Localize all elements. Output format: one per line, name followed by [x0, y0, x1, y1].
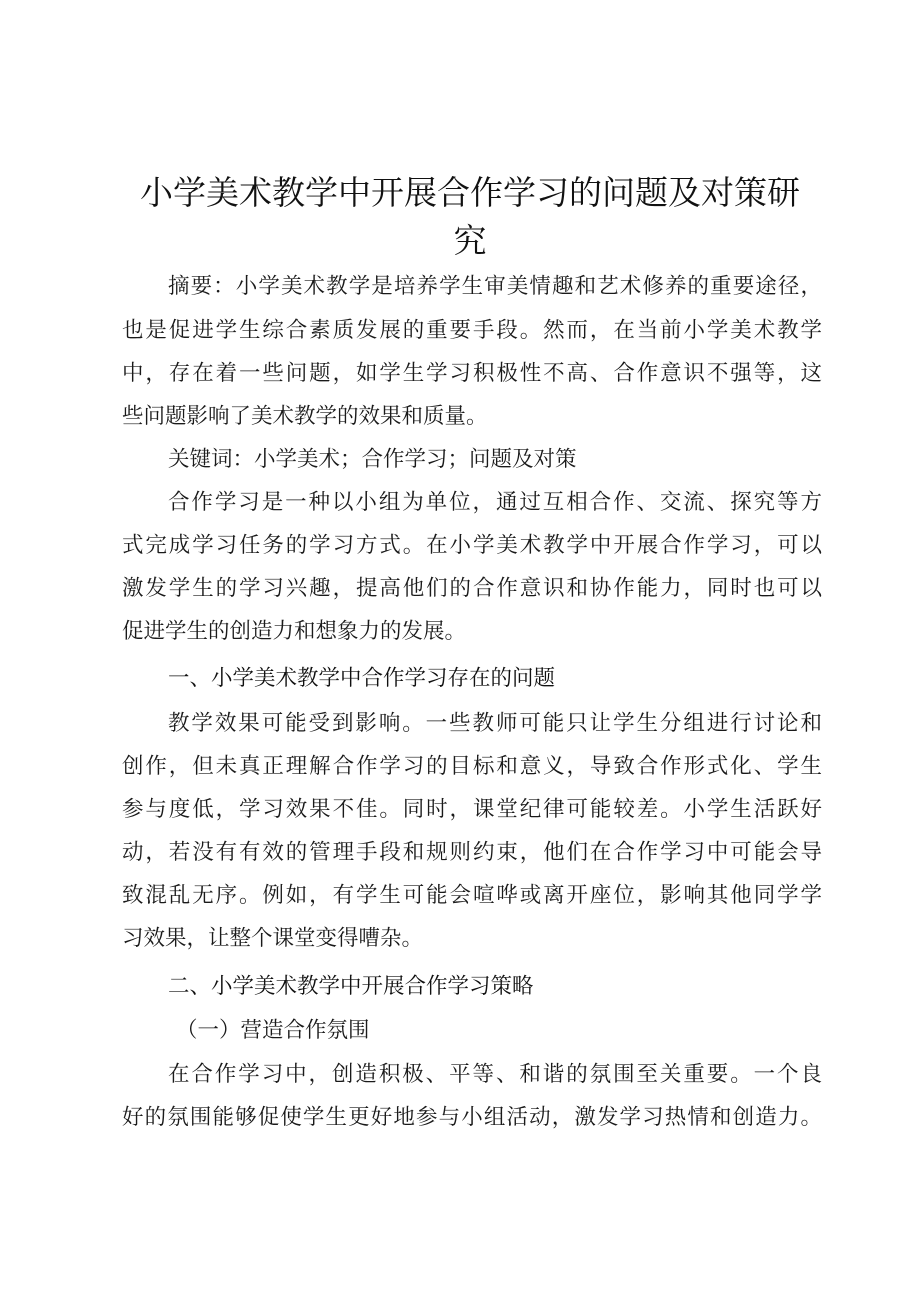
section-1-line: 致混乱无序。例如，有学生可能会喧哗或离开座位，影响其他同学学: [122, 883, 822, 908]
abstract-line: 些问题影响了美术教学的效果和质量。: [122, 404, 488, 429]
subsection-1-line: 在合作学习中，创造积极、平等、和谐的氛围至关重要。一个良: [168, 1062, 822, 1087]
subsection-1-line: 好的氛围能够促使学生更好地参与小组活动，激发学习热情和创造力。: [122, 1105, 822, 1130]
document-title-line-1: 小学美术教学中开展合作学习的问题及对策研: [140, 173, 800, 212]
section-1-line: 习效果，让整个课堂变得嘈杂。: [122, 926, 424, 951]
intro-line: 促进学生的创造力和想象力的发展。: [122, 619, 467, 644]
intro-line: 式完成学习任务的学习方式。在小学美术教学中开展合作学习，可以: [122, 533, 822, 558]
intro-line: 激发学生的学习兴趣，提高他们的合作意识和协作能力，同时也可以: [122, 576, 822, 601]
document-title-line-2: 究: [453, 221, 487, 260]
section-2-heading: 二、小学美术教学中开展合作学习策略: [168, 974, 534, 999]
abstract-line: 也是促进学生综合素质发展的重要手段。然而，在当前小学美术教学: [122, 318, 822, 343]
abstract-line: 中，存在着一些问题，如学生学习积极性不高、合作意识不强等，这: [122, 361, 822, 386]
section-1-line: 教学效果可能受到影响。一些教师可能只让学生分组进行讨论和: [168, 711, 822, 736]
intro-line: 合作学习是一种以小组为单位，通过互相合作、交流、探究等方: [168, 490, 822, 515]
section-1-line: 参与度低，学习效果不佳。同时，课堂纪律可能较差。小学生活跃好: [122, 797, 822, 822]
keywords: 关键词：小学美术；合作学习；问题及对策: [168, 447, 577, 472]
abstract-line: 摘要：小学美术教学是培养学生审美情趣和艺术修养的重要途径，: [168, 274, 822, 299]
subsection-1-heading: （一）营造合作氛围: [176, 1018, 370, 1043]
section-1-line: 创作，但未真正理解合作学习的目标和意义，导致合作形式化、学生: [122, 754, 822, 779]
section-1-heading: 一、小学美术教学中合作学习存在的问题: [168, 666, 556, 691]
section-1-line: 动，若没有有效的管理手段和规则约束，他们在合作学习中可能会导: [122, 840, 822, 865]
